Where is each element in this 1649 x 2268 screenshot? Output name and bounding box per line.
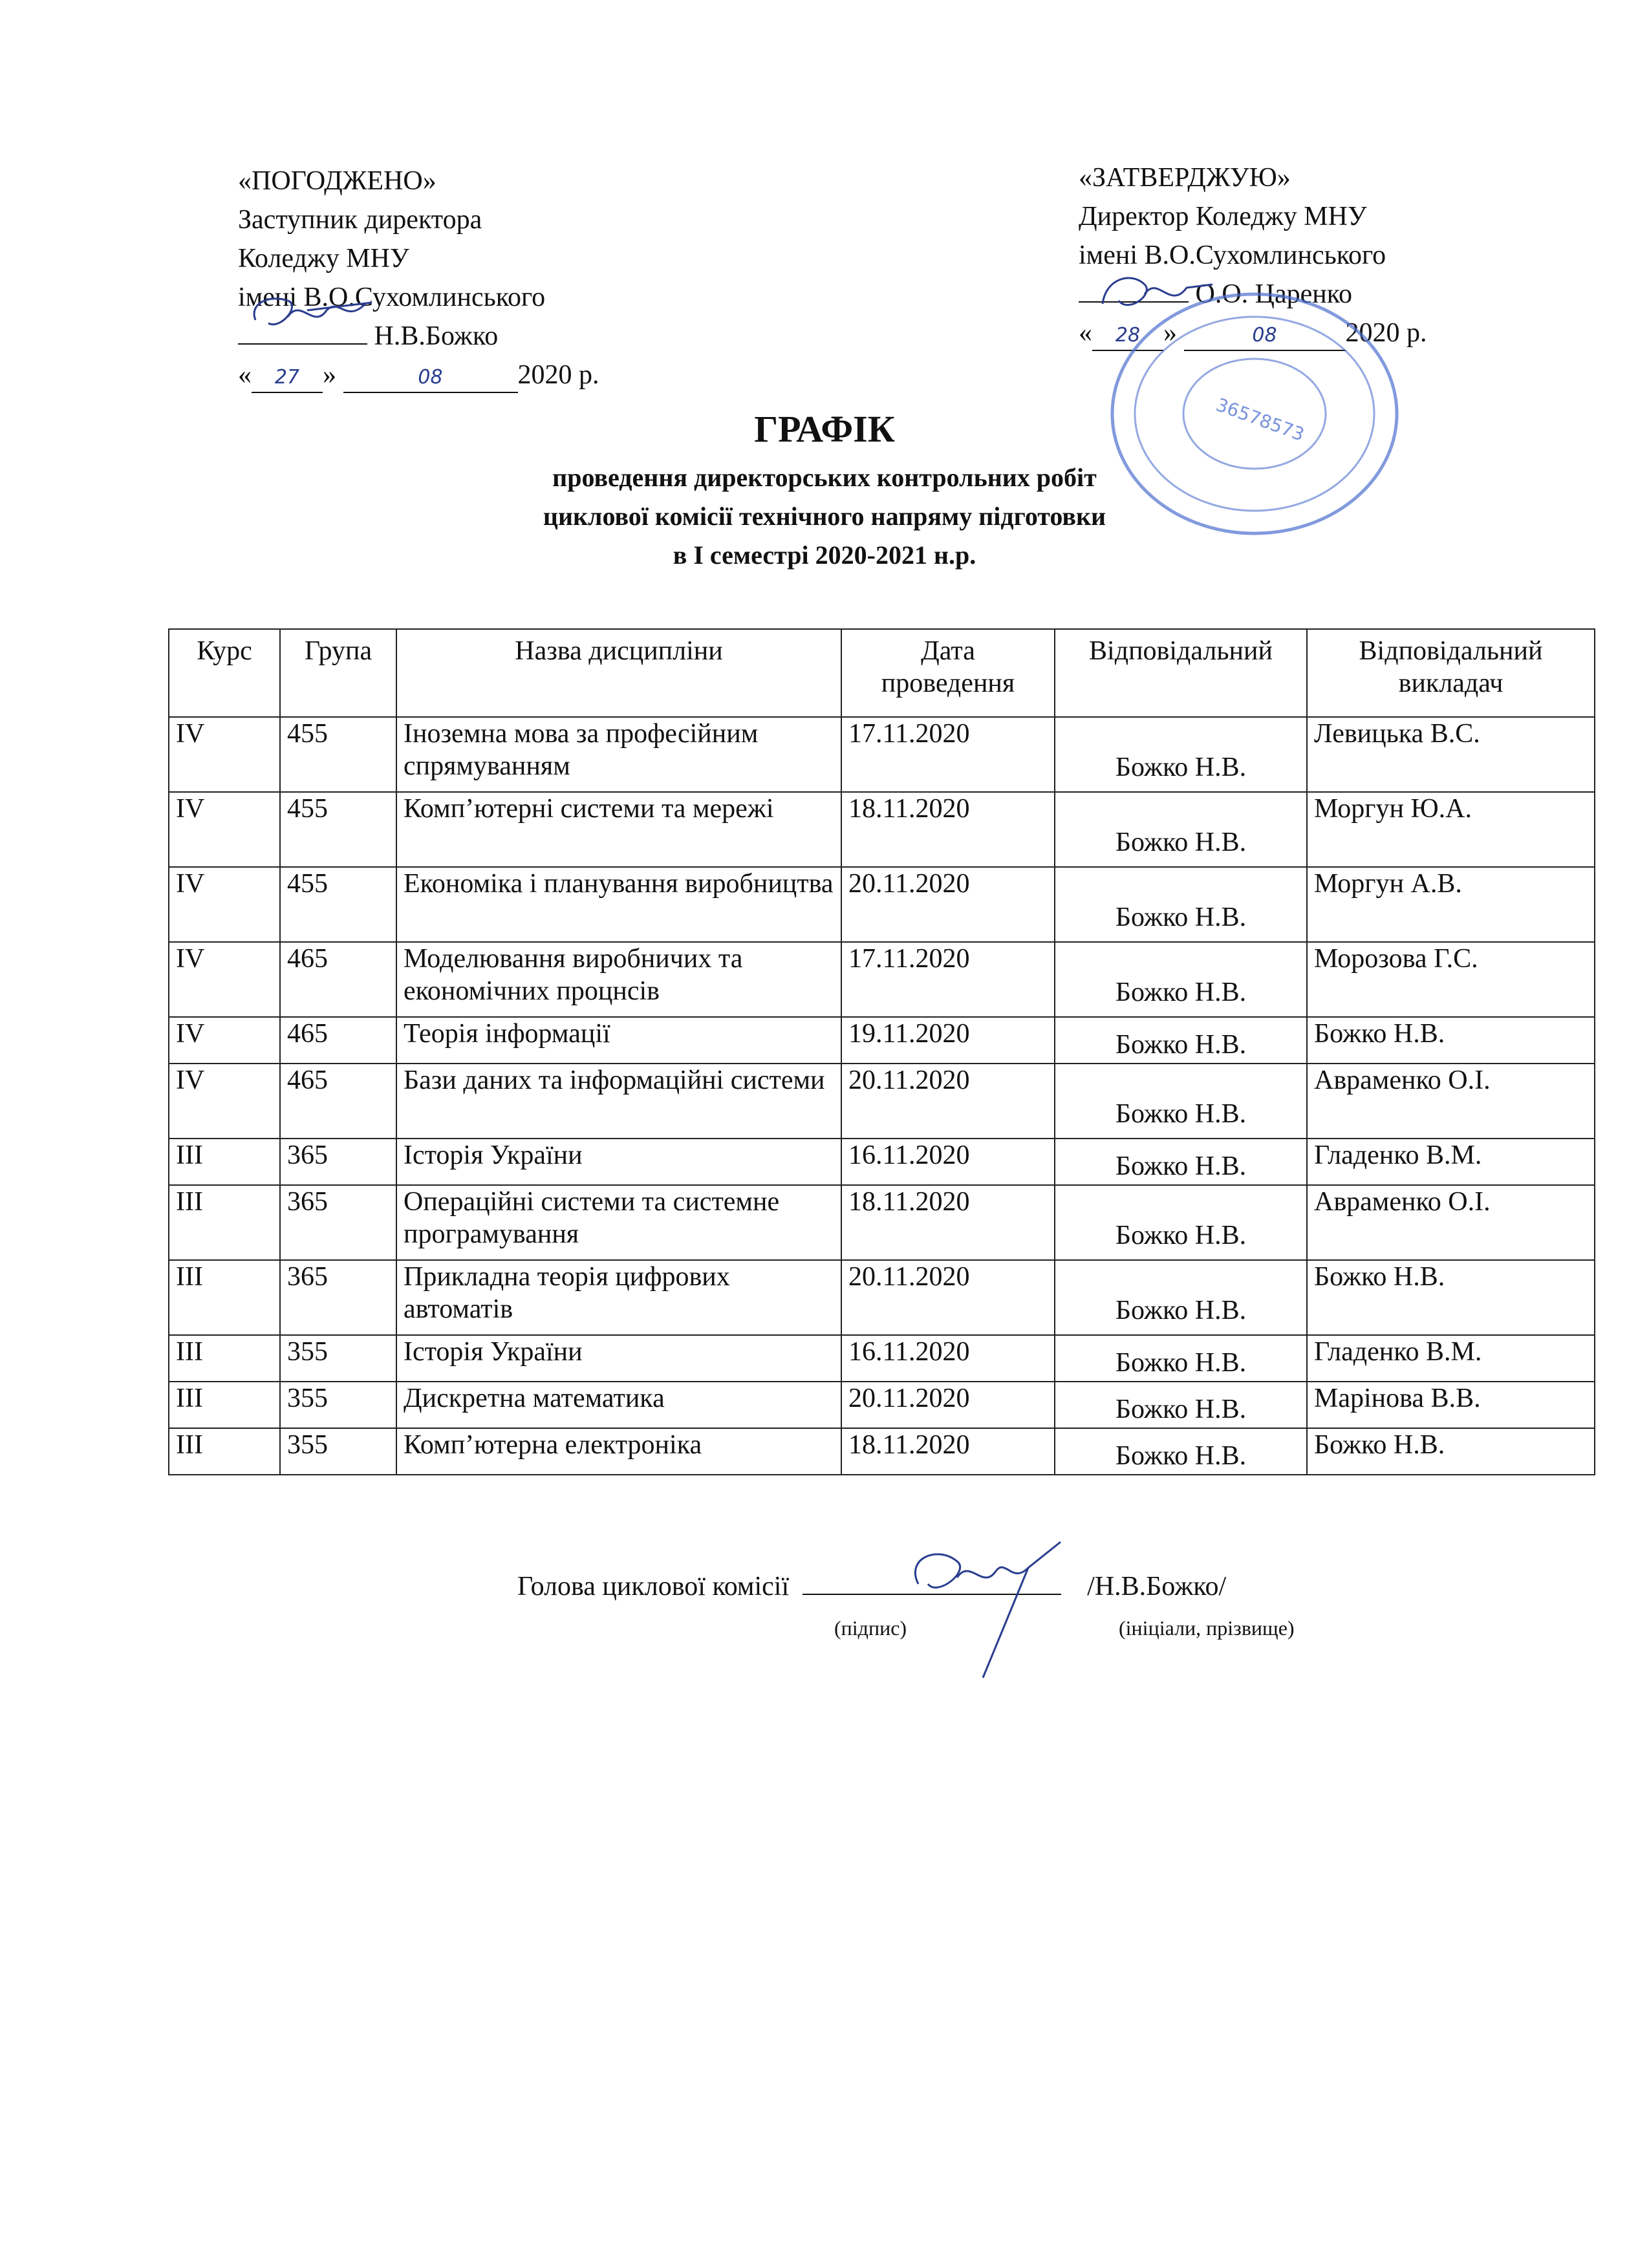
cell-responsible: Божко Н.В. — [1055, 1017, 1307, 1064]
cell-date: 20.11.2020 — [841, 1064, 1055, 1139]
cell-course: IV — [169, 1064, 280, 1139]
table-row — [169, 942, 1595, 1017]
approval-left-date-month: 08 — [343, 363, 518, 393]
cell-group: 355 — [280, 1382, 396, 1428]
cell-discipline: Іноземна мова за професійним спрямуванням — [396, 717, 841, 792]
header-course: Курс — [169, 629, 280, 717]
cell-course: IV — [169, 867, 280, 942]
table-row — [169, 1185, 1595, 1260]
footer-label: Голова циклової комісії — [517, 1572, 790, 1601]
cell-discipline: Комп’ютерна електроніка — [396, 1428, 841, 1475]
cell-course: III — [169, 1185, 280, 1260]
cell-date: 19.11.2020 — [841, 1017, 1055, 1064]
approval-left-date-year: 2020 р. — [517, 360, 599, 390]
cell-responsible: Божко Н.В. — [1055, 867, 1307, 942]
cell-discipline: Історія України — [396, 1335, 841, 1382]
cell-date: 18.11.2020 — [841, 792, 1055, 867]
cell-course: IV — [169, 942, 280, 1017]
table-row — [169, 1335, 1595, 1382]
cell-discipline: Комп’ютерні системи та мережі — [396, 792, 841, 867]
header-discipline: Назва дисципліни — [396, 629, 841, 717]
cell-date: 17.11.2020 — [841, 942, 1055, 1017]
cell-course: IV — [169, 717, 280, 792]
cell-course: IV — [169, 792, 280, 867]
approval-left-institution-name: імені В.О.Сухомлинського — [238, 283, 546, 312]
approval-left-block — [238, 162, 599, 394]
approval-right-signer: О.О. Царенко — [1195, 279, 1353, 309]
cell-date: 17.11.2020 — [841, 717, 1055, 792]
cell-course: III — [169, 1335, 280, 1382]
header-date: Дата проведення — [841, 629, 1055, 717]
cell-course: III — [169, 1382, 280, 1428]
approval-left-signer: Н.В.Божко — [374, 321, 499, 351]
approval-left-institution: Коледжу МНУ — [238, 244, 409, 273]
cell-group: 355 — [280, 1428, 396, 1475]
cell-teacher: Левицька В.С. — [1307, 717, 1595, 792]
approval-right-date-day: 28 — [1092, 321, 1163, 351]
cell-teacher: Гладенко В.М. — [1307, 1335, 1595, 1382]
header-responsible: Відповідальний — [1055, 629, 1307, 717]
table-row — [169, 1382, 1595, 1428]
cell-course: III — [169, 1428, 280, 1475]
document-subtitle-line-1: проведення директорських контрольних робіт — [552, 463, 1097, 492]
cell-responsible: Божко Н.В. — [1055, 1139, 1307, 1185]
cell-responsible: Божко Н.В. — [1055, 1335, 1307, 1382]
cell-responsible: Божко Н.В. — [1055, 942, 1307, 1017]
cell-group: 465 — [280, 1064, 396, 1139]
cell-teacher: Авраменко О.І. — [1307, 1064, 1595, 1139]
cell-responsible: Божко Н.В. — [1055, 717, 1307, 792]
approval-right-date-month: 08 — [1184, 321, 1346, 351]
approval-right-date-year: 2020 р. — [1345, 318, 1427, 348]
cell-group: 455 — [280, 717, 396, 792]
cell-group: 465 — [280, 1017, 396, 1064]
footer-signature-line — [517, 1571, 1226, 1602]
cell-date: 16.11.2020 — [841, 1335, 1055, 1382]
cell-date: 18.11.2020 — [841, 1185, 1055, 1260]
approval-right-institution-name: імені В.О.Сухомлинського — [1079, 241, 1386, 270]
cell-discipline: Історія України — [396, 1139, 841, 1185]
cell-group: 365 — [280, 1185, 396, 1260]
cell-group: 455 — [280, 867, 396, 942]
approval-right-position: Директор Коледжу МНУ — [1079, 202, 1367, 231]
cell-discipline: Дискретна математика — [396, 1382, 841, 1428]
document-title: ГРАФІК — [754, 408, 895, 450]
table-row — [169, 1260, 1595, 1335]
header-teacher: Відповідальний викладач — [1307, 629, 1595, 717]
cell-date: 20.11.2020 — [841, 1382, 1055, 1428]
cell-date: 20.11.2020 — [841, 1260, 1055, 1335]
svg-text:36578573: 36578573 — [1213, 394, 1308, 445]
cell-course: III — [169, 1260, 280, 1335]
cell-teacher: Моргун А.В. — [1307, 867, 1595, 942]
cell-discipline: Економіка і планування виробництва — [396, 867, 841, 942]
cell-date: 16.11.2020 — [841, 1139, 1055, 1185]
cell-responsible: Божко Н.В. — [1055, 1185, 1307, 1260]
cell-responsible: Божко Н.В. — [1055, 792, 1307, 867]
cell-teacher: Моргун Ю.А. — [1307, 792, 1595, 867]
footer-caption-signature: (підпис) — [834, 1616, 907, 1640]
cell-responsible: Божко Н.В. — [1055, 1382, 1307, 1428]
cell-teacher: Божко Н.В. — [1307, 1017, 1595, 1064]
cell-group: 355 — [280, 1335, 396, 1382]
cell-discipline: Теорія інформації — [396, 1017, 841, 1064]
cell-teacher: Божко Н.В. — [1307, 1428, 1595, 1475]
approval-right-date: « 28 » 08 2020 р. — [1079, 314, 1427, 352]
cell-group: 365 — [280, 1139, 396, 1185]
cell-teacher: Гладенко В.М. — [1307, 1139, 1595, 1185]
cell-group: 455 — [280, 792, 396, 867]
cell-responsible: Божко Н.В. — [1055, 1260, 1307, 1335]
cell-group: 365 — [280, 1260, 396, 1335]
cell-teacher: Марінова В.В. — [1307, 1382, 1595, 1428]
table-row — [169, 1139, 1595, 1185]
footer-signature — [899, 1532, 1073, 1681]
schedule-table — [168, 628, 1595, 1475]
cell-discipline: Операційні системи та системне програмування — [396, 1185, 841, 1260]
cell-teacher: Авраменко О.І. — [1307, 1185, 1595, 1260]
document-subtitle-line-2: циклової комісії технічного напряму підготовки — [543, 502, 1106, 531]
cell-discipline: Моделювання виробничих та економічних процнсів — [396, 942, 841, 1017]
cell-course: IV — [169, 1017, 280, 1064]
cell-course: III — [169, 1139, 280, 1185]
table-row — [169, 792, 1595, 867]
table-row — [169, 1017, 1595, 1064]
approval-left-position: Заступник директора — [238, 205, 482, 235]
table-header-row — [169, 629, 1595, 717]
cell-responsible: Божко Н.В. — [1055, 1428, 1307, 1475]
table-row — [169, 717, 1595, 792]
approval-left-signature — [242, 284, 385, 346]
cell-teacher: Морозова Г.С. — [1307, 942, 1595, 1017]
cell-date: 18.11.2020 — [841, 1428, 1055, 1475]
table-row — [169, 867, 1595, 942]
cell-date: 20.11.2020 — [841, 867, 1055, 942]
approval-left-heading: «ПОГОДЖЕНО» — [238, 166, 436, 196]
table-row — [169, 1428, 1595, 1475]
approval-left-date: « 27 » 08 2020 р. — [238, 356, 599, 394]
cell-discipline: Прикладна теорія цифрових автоматів — [396, 1260, 841, 1335]
footer-name: /Н.В.Божко/ — [1087, 1572, 1227, 1601]
cell-teacher: Божко Н.В. — [1307, 1260, 1595, 1335]
header-group: Група — [280, 629, 396, 717]
table-row — [169, 1064, 1595, 1139]
cell-discipline: Бази даних та інформаційні системи — [396, 1064, 841, 1139]
footer-caption-name: (ініціали, прізвище) — [1119, 1616, 1295, 1640]
approval-right-heading: «ЗАТВЕРДЖУЮ» — [1079, 163, 1291, 193]
cell-group: 465 — [280, 942, 396, 1017]
document-subtitle-line-3: в І семестрі 2020-2021 н.р. — [673, 540, 976, 570]
cell-responsible: Божко Н.В. — [1055, 1064, 1307, 1139]
approval-left-date-day: 27 — [252, 363, 323, 393]
